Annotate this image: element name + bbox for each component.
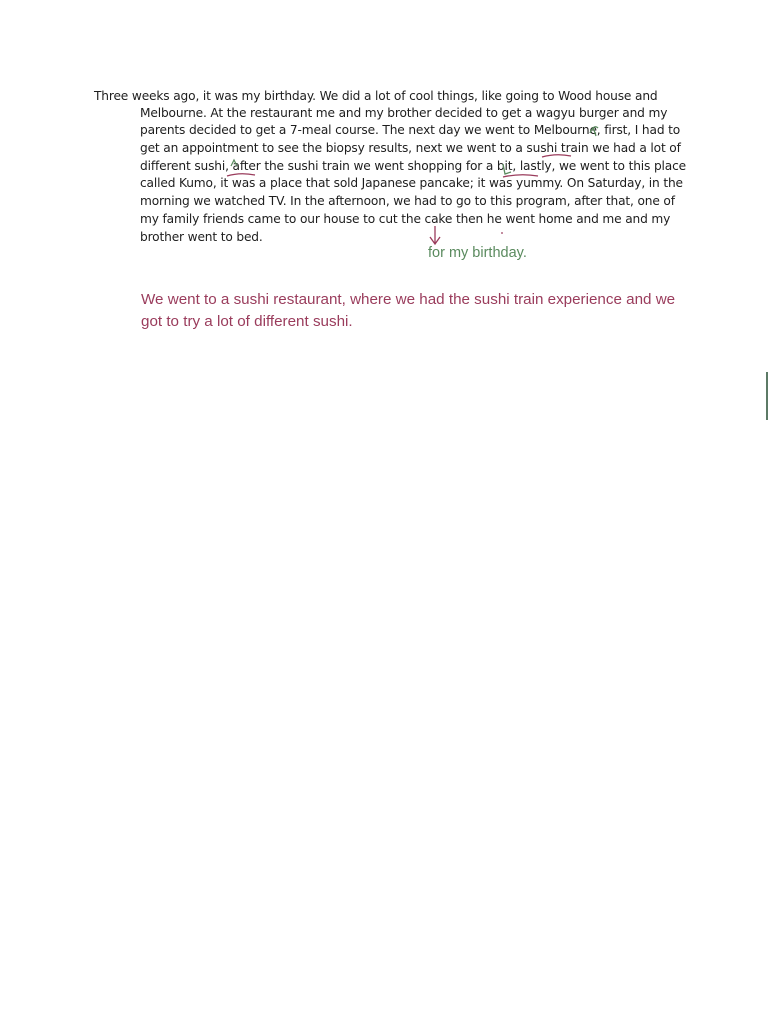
paragraph-line-4: get an appointment to see the biopsy results, next we went to a sushi train we had a lot of [140, 141, 681, 155]
paragraph-line-6: called Kumo, it was a place that sold Japanese pancake; it was yummy. On Saturday, in the [140, 176, 683, 190]
paragraph-line-3: parents decided to get a 7-meal course. The next day we went to Melbourne, first, I had to [140, 123, 681, 137]
paragraph-line-2: Melbourne. At the restaurant me and my brother decided to get a wagyu burger and my [140, 106, 668, 120]
insertion-arrow [430, 226, 440, 244]
paragraph-line-1: Three weeks ago, it was my birthday. We did a lot of cool things, like going to Wood house and [94, 89, 658, 103]
paragraph-line-9: brother went to bed. [140, 230, 263, 244]
stray-dot [501, 232, 503, 234]
paragraph-line-7: morning we watched TV. In the afternoon, we had to go to this program, after that, one of [140, 194, 675, 208]
paragraph-line-8: my family friends came to our house to cut the cake then he went home and me and my [140, 212, 671, 226]
teacher-comment-line-2: got to try a lot of different sushi. [141, 313, 353, 330]
inserted-text-annotation: for my birthday. [428, 245, 527, 261]
teacher-comment-line-1: We went to a sushi restaurant, where we had the sushi train experience and we [141, 291, 676, 308]
paragraph-line-5: different sushi, after the sushi train we went shopping for a bit, lastly, we went to this place [140, 159, 686, 173]
